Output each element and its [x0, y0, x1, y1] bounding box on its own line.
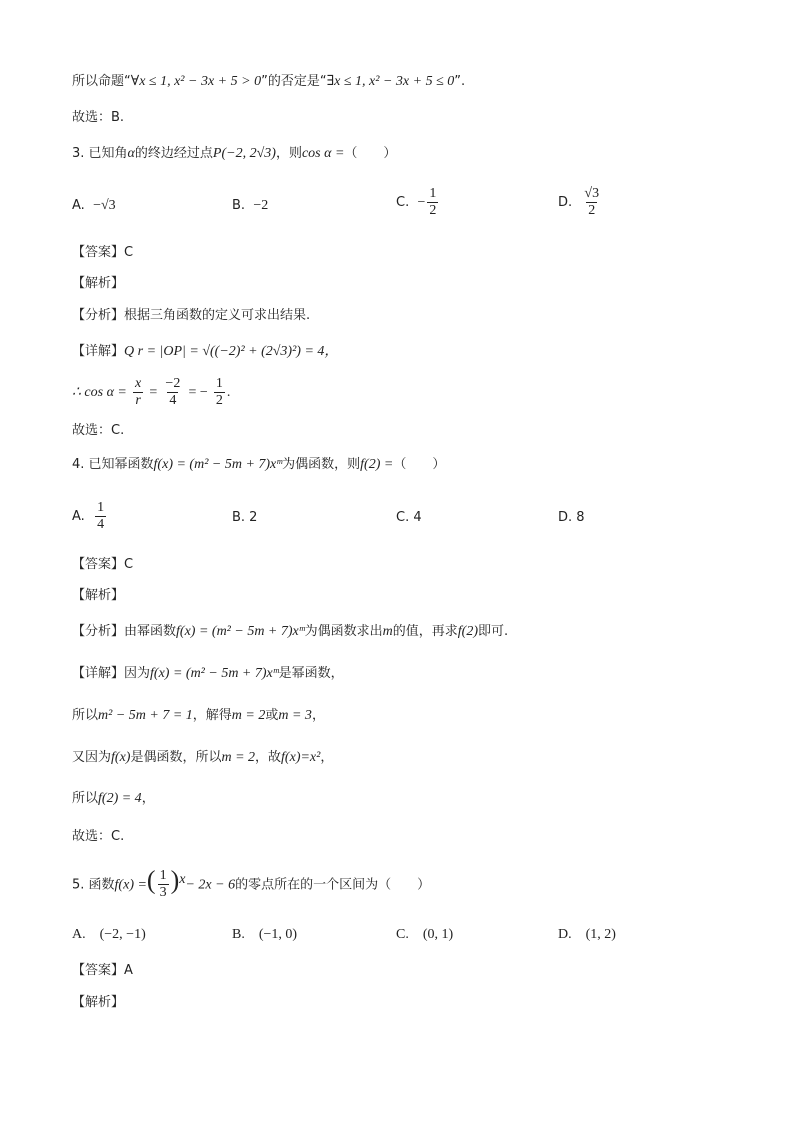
fraction — [427, 186, 438, 219]
function-expression: f(x)=x² — [281, 750, 321, 765]
q3-cos-derivation — [72, 376, 230, 409]
text-segment: 所以命题“ — [72, 74, 131, 89]
text-segment: ， — [311, 708, 325, 723]
fraction-numerator: 1 — [429, 186, 437, 201]
fraction-numerator: −2 — [165, 376, 181, 391]
point-coordinates: P(−2, 2√3) — [212, 146, 276, 161]
q4-step-2 — [72, 706, 325, 726]
text-segment: ，故 — [255, 750, 282, 765]
negation-statement-line — [72, 72, 465, 92]
formula-rest: − 2x − 6 — [185, 877, 236, 893]
q4-conclusion: 故选：C. — [72, 829, 125, 844]
alpha-symbol: α — [127, 146, 135, 161]
option-text: A. (−2, −1) — [72, 927, 146, 942]
xiangjie-tag: 【详解】 — [72, 666, 125, 681]
text-segment: （ ） — [393, 457, 446, 472]
fraction-denominator: 4 — [169, 393, 177, 408]
fraction — [158, 868, 169, 901]
option-value: −√3 — [93, 198, 116, 213]
question-5-stem — [72, 860, 430, 905]
question-4-stem — [72, 455, 445, 475]
fraction — [95, 500, 106, 533]
solution-m: m = 2 — [221, 750, 256, 765]
xiangjie-formula: Q r = |OP| = √((−2)² + (2√3)²) = 4， — [124, 344, 339, 359]
power-function-formula: f(x) = (m² − 5m + 7)xᵐ — [176, 624, 305, 639]
text-segment: 由幂函数 — [124, 624, 177, 639]
power-function-formula: f(x) = (m² − 5m + 7)xᵐ — [153, 457, 283, 472]
analysis-tag: 【解析】 — [72, 995, 125, 1010]
text-segment: 又因为 — [72, 750, 112, 765]
fraction-numerator: √3 — [584, 186, 600, 201]
option-label: A. — [72, 509, 85, 524]
q4-step-3 — [72, 748, 333, 768]
fraction — [214, 376, 225, 409]
proposition-formula: ∀x ≤ 1, x² − 3x + 5 > 0 — [130, 74, 262, 89]
left-paren: ( — [146, 865, 156, 895]
equation: m² − 5m + 7 = 1 — [98, 708, 193, 723]
answer-choice-line: 故选：B. — [72, 110, 125, 125]
answer-value: C — [124, 557, 134, 572]
equation: f(2) = 4 — [98, 791, 142, 806]
text-segment: （ ） — [344, 146, 397, 161]
q3-option-a — [72, 196, 116, 216]
fraction-denominator: 2 — [588, 203, 596, 218]
answer-tag: 【答案】 — [72, 557, 125, 572]
option-text: C. (0, 1) — [396, 927, 454, 942]
q4-step-4 — [72, 789, 155, 809]
option-text: B. (−1, 0) — [232, 927, 298, 942]
cos-expression: cos α = — [301, 146, 345, 161]
fraction-numerator: 1 — [215, 376, 223, 391]
text-segment: 为偶函数求出 — [304, 624, 383, 639]
q5-option-a — [72, 925, 146, 945]
function-expression: f(x) = — [114, 877, 147, 893]
text-segment: ，则 — [275, 146, 302, 161]
q3-option-b — [232, 196, 268, 216]
q4-option-c: C. 4 — [396, 510, 422, 525]
q3-conclusion: 故选：C. — [72, 423, 125, 438]
q5-option-c — [396, 925, 453, 945]
text-segment: 是幂函数， — [278, 666, 344, 681]
q4-xiangjie-line — [72, 664, 344, 684]
text-segment: 的终边经过点 — [134, 146, 213, 161]
cos-prefix: ∴ cos α = — [72, 385, 127, 400]
option-sign: − — [417, 195, 426, 210]
solution-m: m = 3 — [278, 708, 312, 723]
text-segment: 或 — [265, 708, 279, 723]
option-text: D. (1, 2) — [558, 927, 616, 942]
analysis-tag: 【解析】 — [72, 276, 125, 291]
f2-expression: f(2) — [457, 624, 478, 639]
question-3-stem — [72, 144, 396, 164]
q4-option-b: B. 2 — [232, 510, 258, 525]
q5-answer-line — [72, 961, 133, 981]
text-segment: ”. — [454, 74, 466, 89]
q5-option-d — [558, 925, 616, 945]
fraction-numerator: 1 — [159, 868, 167, 884]
answer-tag: 【答案】 — [72, 245, 125, 260]
q4-answer-line — [72, 555, 133, 575]
negated-formula: ∃x ≤ 1, x² − 3x + 5 ≤ 0 — [326, 74, 455, 89]
fraction-denominator: 3 — [159, 885, 167, 901]
variable-m: m — [382, 624, 393, 639]
function-expression: f(x) — [111, 750, 131, 765]
fraction — [582, 186, 601, 219]
fenxi-tag: 【分析】 — [72, 308, 125, 323]
text-segment: 即可. — [477, 624, 509, 639]
xiangjie-tag: 【详解】 — [72, 344, 125, 359]
text-segment: ”的否定是“ — [261, 74, 327, 89]
fenxi-text: 根据三角函数的定义可求出结果. — [124, 308, 311, 323]
text-segment: 3. 已知角 — [72, 146, 128, 161]
exponent-x: x — [179, 872, 186, 887]
text-segment: 所以 — [72, 791, 99, 806]
period: . — [226, 385, 231, 400]
text-segment: 4. 已知幂函数 — [72, 457, 154, 472]
text-segment: 的零点所在的一个区间为（ ） — [235, 877, 431, 893]
q4-option-a — [72, 500, 108, 533]
right-paren: ) — [170, 865, 180, 895]
answer-value: A — [124, 963, 133, 978]
text-segment: ， — [320, 750, 334, 765]
option-label: D. — [558, 195, 573, 210]
q3-answer-line — [72, 243, 133, 263]
fraction-denominator: 2 — [215, 393, 223, 408]
q5-option-b — [232, 925, 297, 945]
fraction-numerator: x — [135, 376, 142, 391]
text-segment: ， — [141, 791, 155, 806]
q4-option-d: D. 8 — [558, 510, 585, 525]
text-segment: 因为 — [124, 666, 151, 681]
text-segment: 的值，再求 — [392, 624, 458, 639]
f2-expression: f(2) = — [360, 457, 394, 472]
fenxi-tag: 【分析】 — [72, 624, 125, 639]
q3-xiangjie-line — [72, 342, 338, 362]
option-label: B. — [232, 198, 246, 213]
text-segment: 是偶函数，所以 — [130, 750, 222, 765]
equals-sign: = − — [188, 385, 208, 400]
answer-value: C — [124, 245, 134, 260]
power-function-formula: f(x) = (m² − 5m + 7)xᵐ — [150, 666, 279, 681]
analysis-tag: 【解析】 — [72, 588, 125, 603]
q4-fenxi-line — [72, 622, 508, 642]
text-segment: 所以 — [72, 708, 99, 723]
option-label: C. — [396, 195, 410, 210]
option-label: A. — [72, 198, 85, 213]
equals-sign: = — [149, 385, 158, 400]
fraction-denominator: r — [135, 393, 141, 408]
q3-fenxi-line — [72, 306, 310, 326]
q3-option-d — [558, 186, 603, 219]
text-segment: 5. 函数 — [72, 877, 115, 893]
answer-tag: 【答案】 — [72, 963, 125, 978]
fraction-denominator: 2 — [429, 203, 437, 218]
fraction — [133, 376, 143, 409]
text-segment: ，解得 — [192, 708, 232, 723]
fraction-numerator: 1 — [97, 500, 105, 515]
q3-option-c — [396, 186, 440, 219]
fraction — [163, 376, 182, 409]
option-value: −2 — [253, 198, 269, 213]
text-segment: 为偶函数，则 — [282, 457, 361, 472]
fraction-denominator: 4 — [97, 517, 105, 532]
solution-m: m = 2 — [231, 708, 266, 723]
